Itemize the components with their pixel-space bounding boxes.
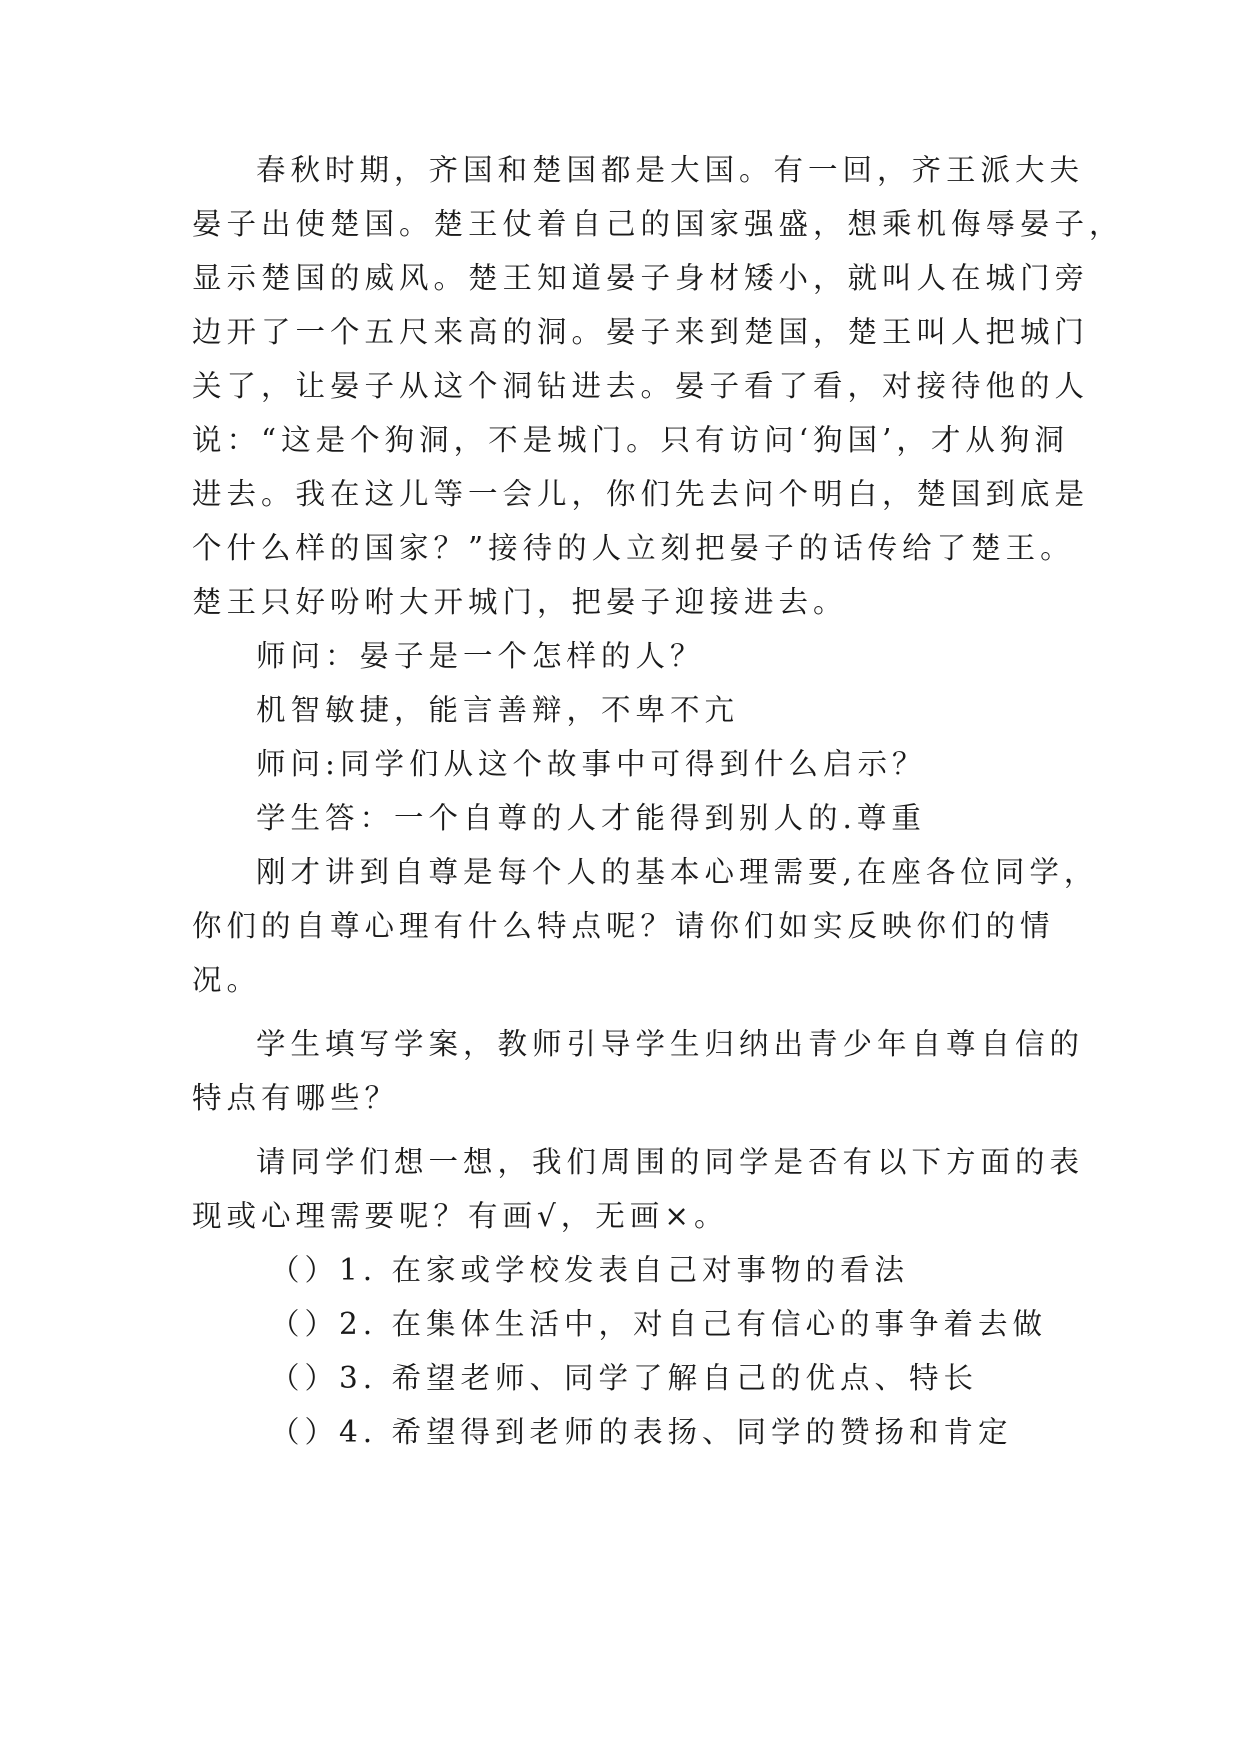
story-line: 个什么样的国家？”接待的人立刻把晏子的话传给了楚王。 xyxy=(192,531,1075,565)
story-line: 晏子出使楚国。楚王仗着自己的国家强盛，想乘机侮辱晏子， xyxy=(192,207,1124,241)
checklist-item: （）1. 在家或学校发表自己对事物的看法 xyxy=(270,1253,910,1287)
checklist-item: （）4. 希望得到老师的表扬、同学的赞扬和肯定 xyxy=(270,1415,1013,1449)
story-line: 边开了一个五尺来高的洞。晏子来到楚国，楚王叫人把城门 xyxy=(192,315,1090,349)
teacher-question: 师问:同学们从这个故事中可得到什么启示？ xyxy=(256,747,927,781)
story-line: 关了，让晏子从这个洞钻进去。晏子看了看，对接待他的人 xyxy=(192,369,1090,403)
answer-line: 机智敏捷，能言善辩，不卑不亢 xyxy=(256,693,740,727)
story-line: 楚王只好吩咐大开城门，把晏子迎接进去。 xyxy=(192,585,848,619)
student-answer: 学生答：一个自尊的人才能得到别人的.尊重 xyxy=(256,801,926,835)
paragraph-line: 你们的自尊心理有什么特点呢？请你们如实反映你们的情 xyxy=(192,909,1055,943)
teacher-question: 师问：晏子是一个怎样的人？ xyxy=(256,639,705,673)
story-line: 进去。我在这儿等一会儿，你们先去问个明白，楚国到底是 xyxy=(192,477,1090,511)
story-line: 春秋时期，齐国和楚国都是大国。有一回，齐王派大夫 xyxy=(256,153,1085,187)
checklist-item: （）2. 在集体生活中，对自己有信心的事争着去做 xyxy=(270,1307,1048,1341)
paragraph-line: 特点有哪些？ xyxy=(192,1081,400,1115)
paragraph-line: 现或心理需要呢？有画√，无画×。 xyxy=(192,1199,729,1233)
story-line: 说：“这是个狗洞，不是城门。只有访问‘狗国’，才从狗洞 xyxy=(192,423,1069,457)
paragraph-line: 况。 xyxy=(192,963,262,997)
paragraph-line: 请同学们想一想，我们周围的同学是否有以下方面的表 xyxy=(256,1145,1085,1179)
story-line: 显示楚国的威风。楚王知道晏子身材矮小，就叫人在城门旁 xyxy=(192,261,1090,295)
checklist-item: （）3. 希望老师、同学了解自己的优点、特长 xyxy=(270,1361,979,1395)
paragraph-line: 刚才讲到自尊是每个人的基本心理需要,在座各位同学， xyxy=(256,855,1099,889)
paragraph-line: 学生填写学案，教师引导学生归纳出青少年自尊自信的 xyxy=(256,1027,1085,1061)
